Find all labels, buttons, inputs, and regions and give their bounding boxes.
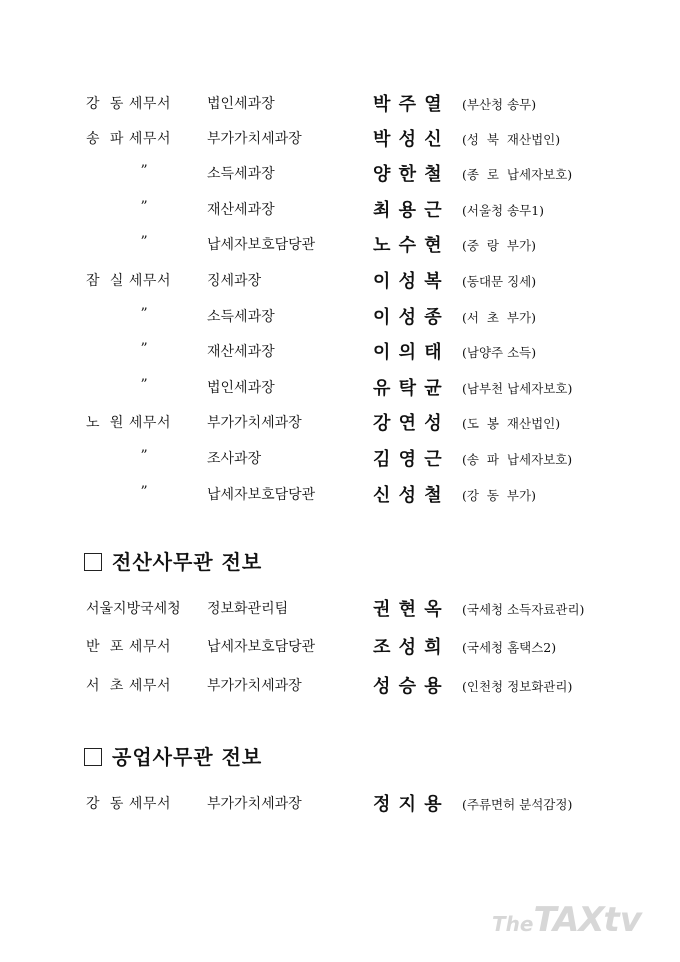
ditto-mark: ” xyxy=(86,234,149,250)
person-name: 이 성 복 xyxy=(373,271,443,292)
person-name: 김 영 근 xyxy=(373,449,443,470)
ditto-mark: ” xyxy=(86,377,149,393)
assignment-row xyxy=(0,267,680,293)
assignment-row xyxy=(0,633,680,659)
previous-post: (국세청 소득자료관리) xyxy=(462,602,585,617)
section-title: 전산사무관 전보 xyxy=(112,550,263,574)
office: 잠 실 세무서 xyxy=(86,273,171,289)
department: 부가가치세과장 xyxy=(207,131,302,147)
person-name: 박 성 신 xyxy=(373,129,443,150)
previous-post: (주류면허 분석감정) xyxy=(462,797,573,812)
section-heading xyxy=(84,741,262,771)
assignment-row xyxy=(0,672,680,698)
person-name: 신 성 철 xyxy=(373,485,443,506)
section-heading xyxy=(84,546,262,576)
watermark-tv: tv xyxy=(603,900,642,940)
department: 징세과장 xyxy=(207,273,262,289)
department: 소득세과장 xyxy=(207,309,275,325)
person-name: 이 의 태 xyxy=(373,342,443,363)
previous-post: (부산청 송무) xyxy=(462,97,537,112)
department: 부가가치세과장 xyxy=(207,415,302,431)
assignment-row xyxy=(0,90,680,116)
assignment-row xyxy=(0,160,680,186)
person-name: 정 지 용 xyxy=(373,794,443,815)
office: 강 동 세무서 xyxy=(86,796,171,812)
assignment-row xyxy=(0,595,680,621)
previous-post: (남양주 소득) xyxy=(462,345,537,360)
ditto-mark: ” xyxy=(86,448,149,464)
ditto-mark: ” xyxy=(86,306,149,322)
thetaxtv-watermark-logo xyxy=(492,900,662,940)
office: 송 파 세무서 xyxy=(86,131,171,147)
assignment-row xyxy=(0,196,680,222)
person-name: 노 수 현 xyxy=(373,235,443,256)
previous-post: (국세청 홈택스2) xyxy=(462,640,557,655)
person-name: 유 탁 균 xyxy=(373,378,443,399)
previous-post: (중 랑 부가) xyxy=(462,238,536,253)
office: 서울지방국세청 xyxy=(86,601,181,617)
checkbox-square-icon xyxy=(84,553,102,571)
person-name: 강 연 성 xyxy=(373,413,443,434)
person-name: 성 승 용 xyxy=(373,676,443,697)
department: 정보화관리팀 xyxy=(207,601,289,617)
previous-post: (도 봉 재산법인) xyxy=(462,416,561,431)
previous-post: (송 파 납세자보호) xyxy=(462,452,573,467)
person-name: 권 현 옥 xyxy=(373,599,443,620)
checkbox-square-icon xyxy=(84,748,102,766)
office: 서 초 세무서 xyxy=(86,678,171,694)
assignment-row xyxy=(0,303,680,329)
person-name: 양 한 철 xyxy=(373,164,443,185)
previous-post: (남부천 납세자보호) xyxy=(462,381,573,396)
department: 부가가치세과장 xyxy=(207,678,302,694)
section-title: 공업사무관 전보 xyxy=(112,745,263,769)
assignment-row xyxy=(0,445,680,471)
assignment-row xyxy=(0,125,680,151)
assignment-row xyxy=(0,374,680,400)
department: 법인세과장 xyxy=(207,96,275,112)
person-name: 최 용 근 xyxy=(373,200,443,221)
assignment-row xyxy=(0,409,680,435)
person-name: 이 성 종 xyxy=(373,307,443,328)
person-name: 조 성 희 xyxy=(373,637,443,658)
previous-post: (강 동 부가) xyxy=(462,488,536,503)
person-name: 박 주 열 xyxy=(373,94,443,115)
department: 소득세과장 xyxy=(207,166,275,182)
ditto-mark: ” xyxy=(86,199,149,215)
previous-post: (인천청 정보화관리) xyxy=(462,679,573,694)
office: 반 포 세무서 xyxy=(86,639,171,655)
department: 납세자보호담당관 xyxy=(207,487,316,503)
previous-post: (서 초 부가) xyxy=(462,310,536,325)
ditto-mark: ” xyxy=(86,341,149,357)
previous-post: (동대문 징세) xyxy=(462,274,537,289)
watermark-tax: TAX xyxy=(533,900,604,940)
department: 납세자보호담당관 xyxy=(207,237,316,253)
previous-post: (종 로 납세자보호) xyxy=(462,167,573,182)
ditto-mark: ” xyxy=(86,163,149,179)
department: 납세자보호담당관 xyxy=(207,639,316,655)
previous-post: (서울청 송무1) xyxy=(462,203,545,218)
ditto-mark: ” xyxy=(86,484,149,500)
assignment-row xyxy=(0,338,680,364)
department: 부가가치세과장 xyxy=(207,796,302,812)
department: 재산세과장 xyxy=(207,344,275,360)
assignment-row xyxy=(0,790,680,816)
office: 강 동 세무서 xyxy=(86,96,171,112)
assignment-row xyxy=(0,231,680,257)
previous-post: (성 북 재산법인) xyxy=(462,132,561,147)
watermark-the: The xyxy=(492,912,534,936)
department: 재산세과장 xyxy=(207,202,275,218)
office: 노 원 세무서 xyxy=(86,415,171,431)
assignment-row xyxy=(0,481,680,507)
department: 조사과장 xyxy=(207,451,262,467)
department: 법인세과장 xyxy=(207,380,275,396)
